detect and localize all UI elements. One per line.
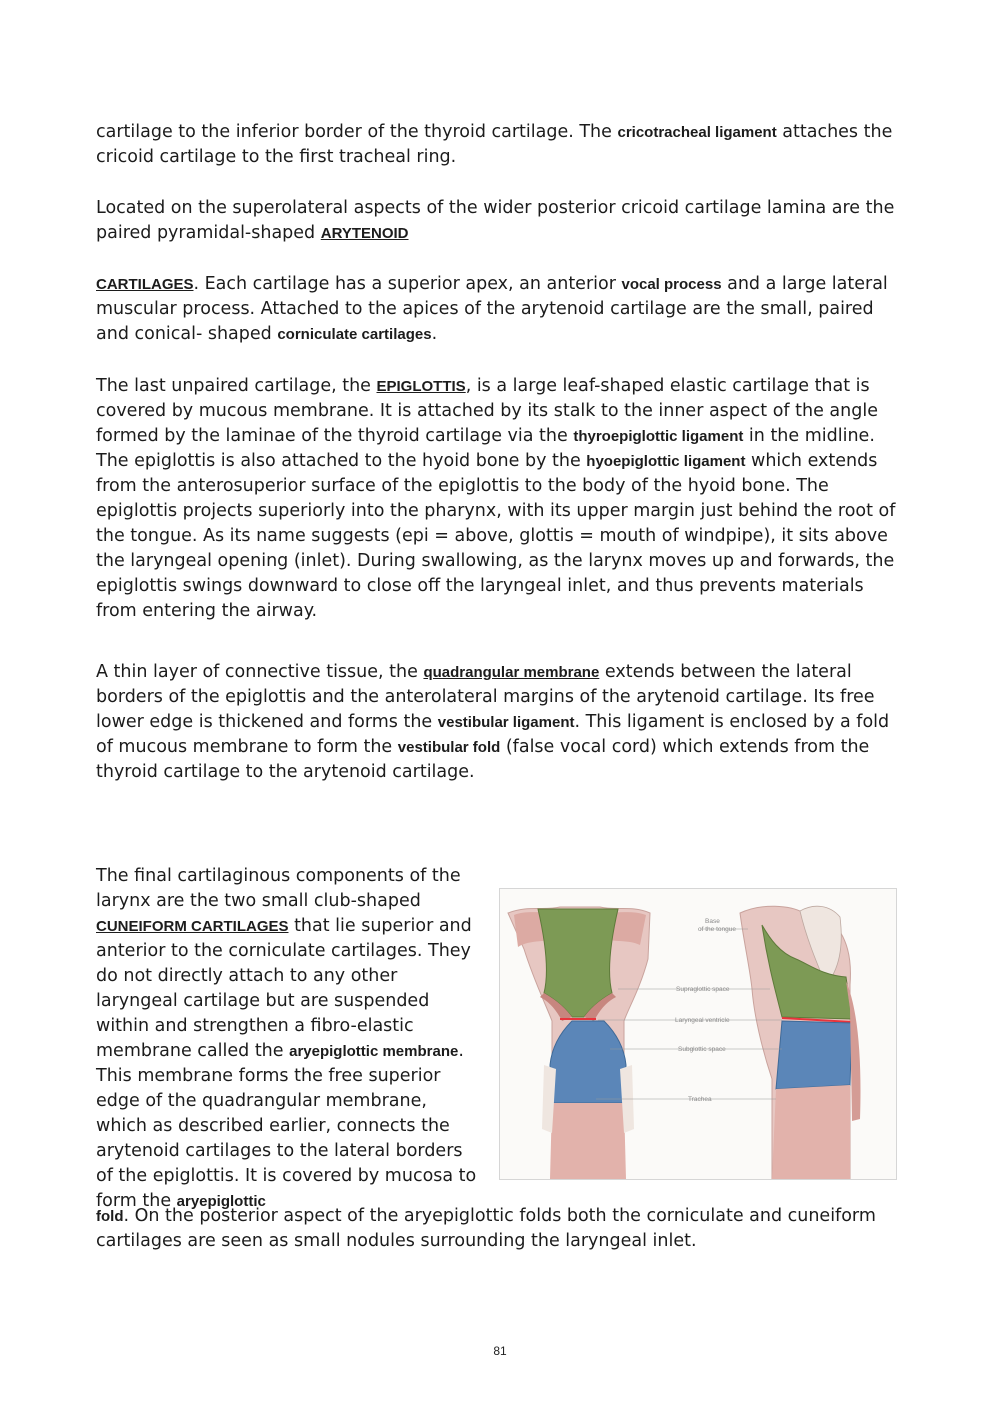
text-run: . Each cartilage has a superior apex, an anterior — [193, 274, 622, 294]
left-subglottic-region — [550, 1021, 626, 1103]
text-run: which extends from the anterosuperior surface of the epiglottis to the body of the hyoid bone. The epiglottis projects superiorly into the pharynx, with its upper margin just behind the root of the tongue. As its name suggests (epi = above, glottis = mouth of windpipe), it sits above the laryngeal opening (inlet). During swallowing, as the larynx moves up and forwards, the epiglottis swings downward to close off the laryngeal inlet, and thus prevents materials from entering the airway. — [96, 451, 896, 621]
label-trachea: Trachea — [688, 1096, 712, 1103]
label-supraglottic: Supraglottic space — [676, 986, 730, 993]
text-run: . This membrane forms the free superior edge of the quadrangular membrane, which as described earlier, connects the arytenoid cartilages to the lateral borders of the epiglottis. It is covered by mucosa to form the — [96, 1041, 477, 1211]
term-corniculate-cartilages: corniculate cartilages — [277, 326, 432, 343]
text-run: A thin layer of connective tissue, the — [96, 662, 424, 682]
paragraph-cuneiform — [96, 864, 481, 1214]
text-run: attaches the cricoid cartilage to the first tracheal ring. — [96, 122, 893, 167]
paragraph-arytenoid-intro — [96, 196, 906, 246]
larynx-illustration — [500, 889, 896, 1179]
text-run: , is a large leaf-shaped elastic cartilage that is covered by mucous membrane. It is attached by its stalk to the inner aspect of the angle formed by the laminae of the thyroid cartilage via the — [96, 376, 878, 446]
term-fold: fold — [96, 1208, 124, 1225]
text-run: . This ligament is enclosed by a fold of mucous membrane to form the — [96, 712, 890, 757]
label-subglottic: Subglottic space — [678, 1046, 726, 1053]
text-run: The last unpaired cartilage, the — [96, 376, 377, 396]
term-aryepiglottic-membrane: aryepiglottic membrane — [289, 1043, 459, 1060]
term-cartilages: CARTILAGES — [96, 276, 194, 293]
paragraph-arytenoid-cartilages — [96, 272, 906, 347]
term-thyroepiglottic-ligament: thyroepiglottic ligament — [573, 428, 744, 445]
term-aryepiglottic: aryepiglottic — [176, 1193, 266, 1210]
text-run: (false vocal cord) which extends from the thyroid cartilage to the arytenoid cartilage. — [96, 737, 870, 782]
text-run: extends between the lateral borders of the epiglottis and the anterolateral margins of the arytenoid cartilage. Its free lower edge is thickened and forms the — [96, 662, 875, 732]
term-vocal-process: vocal process — [621, 276, 722, 293]
term-quadrangular-membrane: quadrangular membrane — [423, 664, 600, 681]
term-cuneiform-cartilages: CUNEIFORM CARTILAGES — [96, 918, 289, 935]
paragraph-cricotracheal — [96, 120, 906, 170]
text-run: . On the posterior aspect of the aryepiglottic folds both the corniculate and cuneiform cartilages are seen as small nodules surrounding the laryngeal inlet. — [96, 1206, 876, 1251]
right-trachea — [772, 1085, 850, 1179]
left-trachea — [550, 1103, 626, 1179]
term-cricotracheal-ligament: cricotracheal ligament — [617, 124, 777, 141]
page-number: 81 — [493, 1344, 507, 1358]
label-ventricle: Laryngeal ventricle — [675, 1017, 730, 1024]
paragraph-aryepiglottic-fold — [96, 1204, 906, 1254]
label-base: Base of the tongue — [698, 918, 736, 933]
term-hyoepiglottic-ligament: hyoepiglottic ligament — [586, 453, 746, 470]
text-run: . — [431, 324, 438, 344]
term-vestibular-fold: vestibular fold — [397, 739, 501, 756]
text-run: Located on the superolateral aspects of the wider posterior cricoid cartilage lamina are the paired pyramidal-shaped — [96, 198, 895, 243]
right-subglottic-region — [776, 1021, 852, 1089]
text-run: and a large lateral muscular process. Attached to the apices of the arytenoid cartilage are the small, paired and conical- shaped — [96, 274, 888, 344]
larynx-diagram — [499, 888, 897, 1180]
paragraph-quadrangular-membrane — [96, 660, 906, 785]
text-run: that lie superior and anterior to the corniculate cartilages. They do not directly attach to any other laryngeal cartilage but are suspended within and strengthen a fibro-elastic membrane called the — [96, 916, 472, 1061]
term-arytenoid: ARYTENOID — [320, 225, 409, 242]
term-epiglottis: EPIGLOTTIS — [376, 378, 466, 395]
text-run: cartilage to the inferior border of the thyroid cartilage. The — [96, 122, 618, 142]
text-run: in the midline. The epiglottis is also attached to the hyoid bone by the — [96, 426, 875, 471]
text-run: The final cartilaginous components of the larynx are the two small club-shaped — [96, 866, 461, 911]
term-vestibular-ligament: vestibular ligament — [437, 714, 575, 731]
paragraph-epiglottis — [96, 374, 906, 624]
